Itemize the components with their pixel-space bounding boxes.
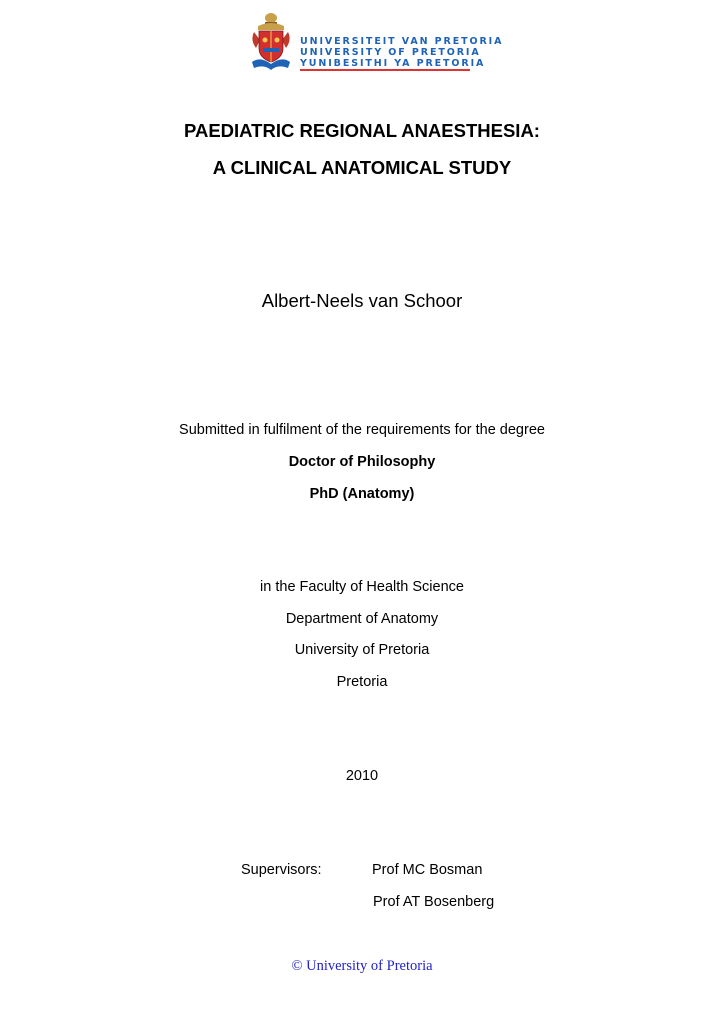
degree-statement: Submitted in fulfilment of the requirements for the degree xyxy=(179,422,545,438)
logo-line-sepedi: YUNIBESITHI YA PRETORIA xyxy=(300,58,486,69)
logo-line-afrikaans: UNIVERSITEIT VAN PRETORIA xyxy=(300,36,504,47)
logo-line-english: UNIVERSITY OF PRETORIA xyxy=(300,47,481,58)
department: Department of Anatomy xyxy=(285,611,439,627)
university: University of Pretoria xyxy=(294,642,430,658)
degree-name: Doctor of Philosophy xyxy=(288,454,436,470)
year: 2010 xyxy=(345,768,379,784)
university-crest-icon xyxy=(248,10,294,72)
faculty: in the Faculty of Health Science xyxy=(260,579,464,595)
copyright-notice: © University of Pretoria xyxy=(291,958,433,974)
thesis-title-line2: A CLINICAL ANATOMICAL STUDY xyxy=(212,157,512,178)
university-logo xyxy=(248,10,504,74)
city: Pretoria xyxy=(336,674,388,690)
logo-underline xyxy=(300,69,470,71)
supervisor-name: Prof AT Bosenberg xyxy=(373,894,495,910)
thesis-title-line1: PAEDIATRIC REGIONAL ANAESTHESIA: xyxy=(184,120,540,141)
author-name: Albert-Neels van Schoor xyxy=(261,290,463,311)
degree-subject: PhD (Anatomy) xyxy=(309,486,415,502)
supervisors-label: Supervisors: xyxy=(241,862,322,878)
supervisor-name: Prof MC Bosman xyxy=(372,862,483,878)
